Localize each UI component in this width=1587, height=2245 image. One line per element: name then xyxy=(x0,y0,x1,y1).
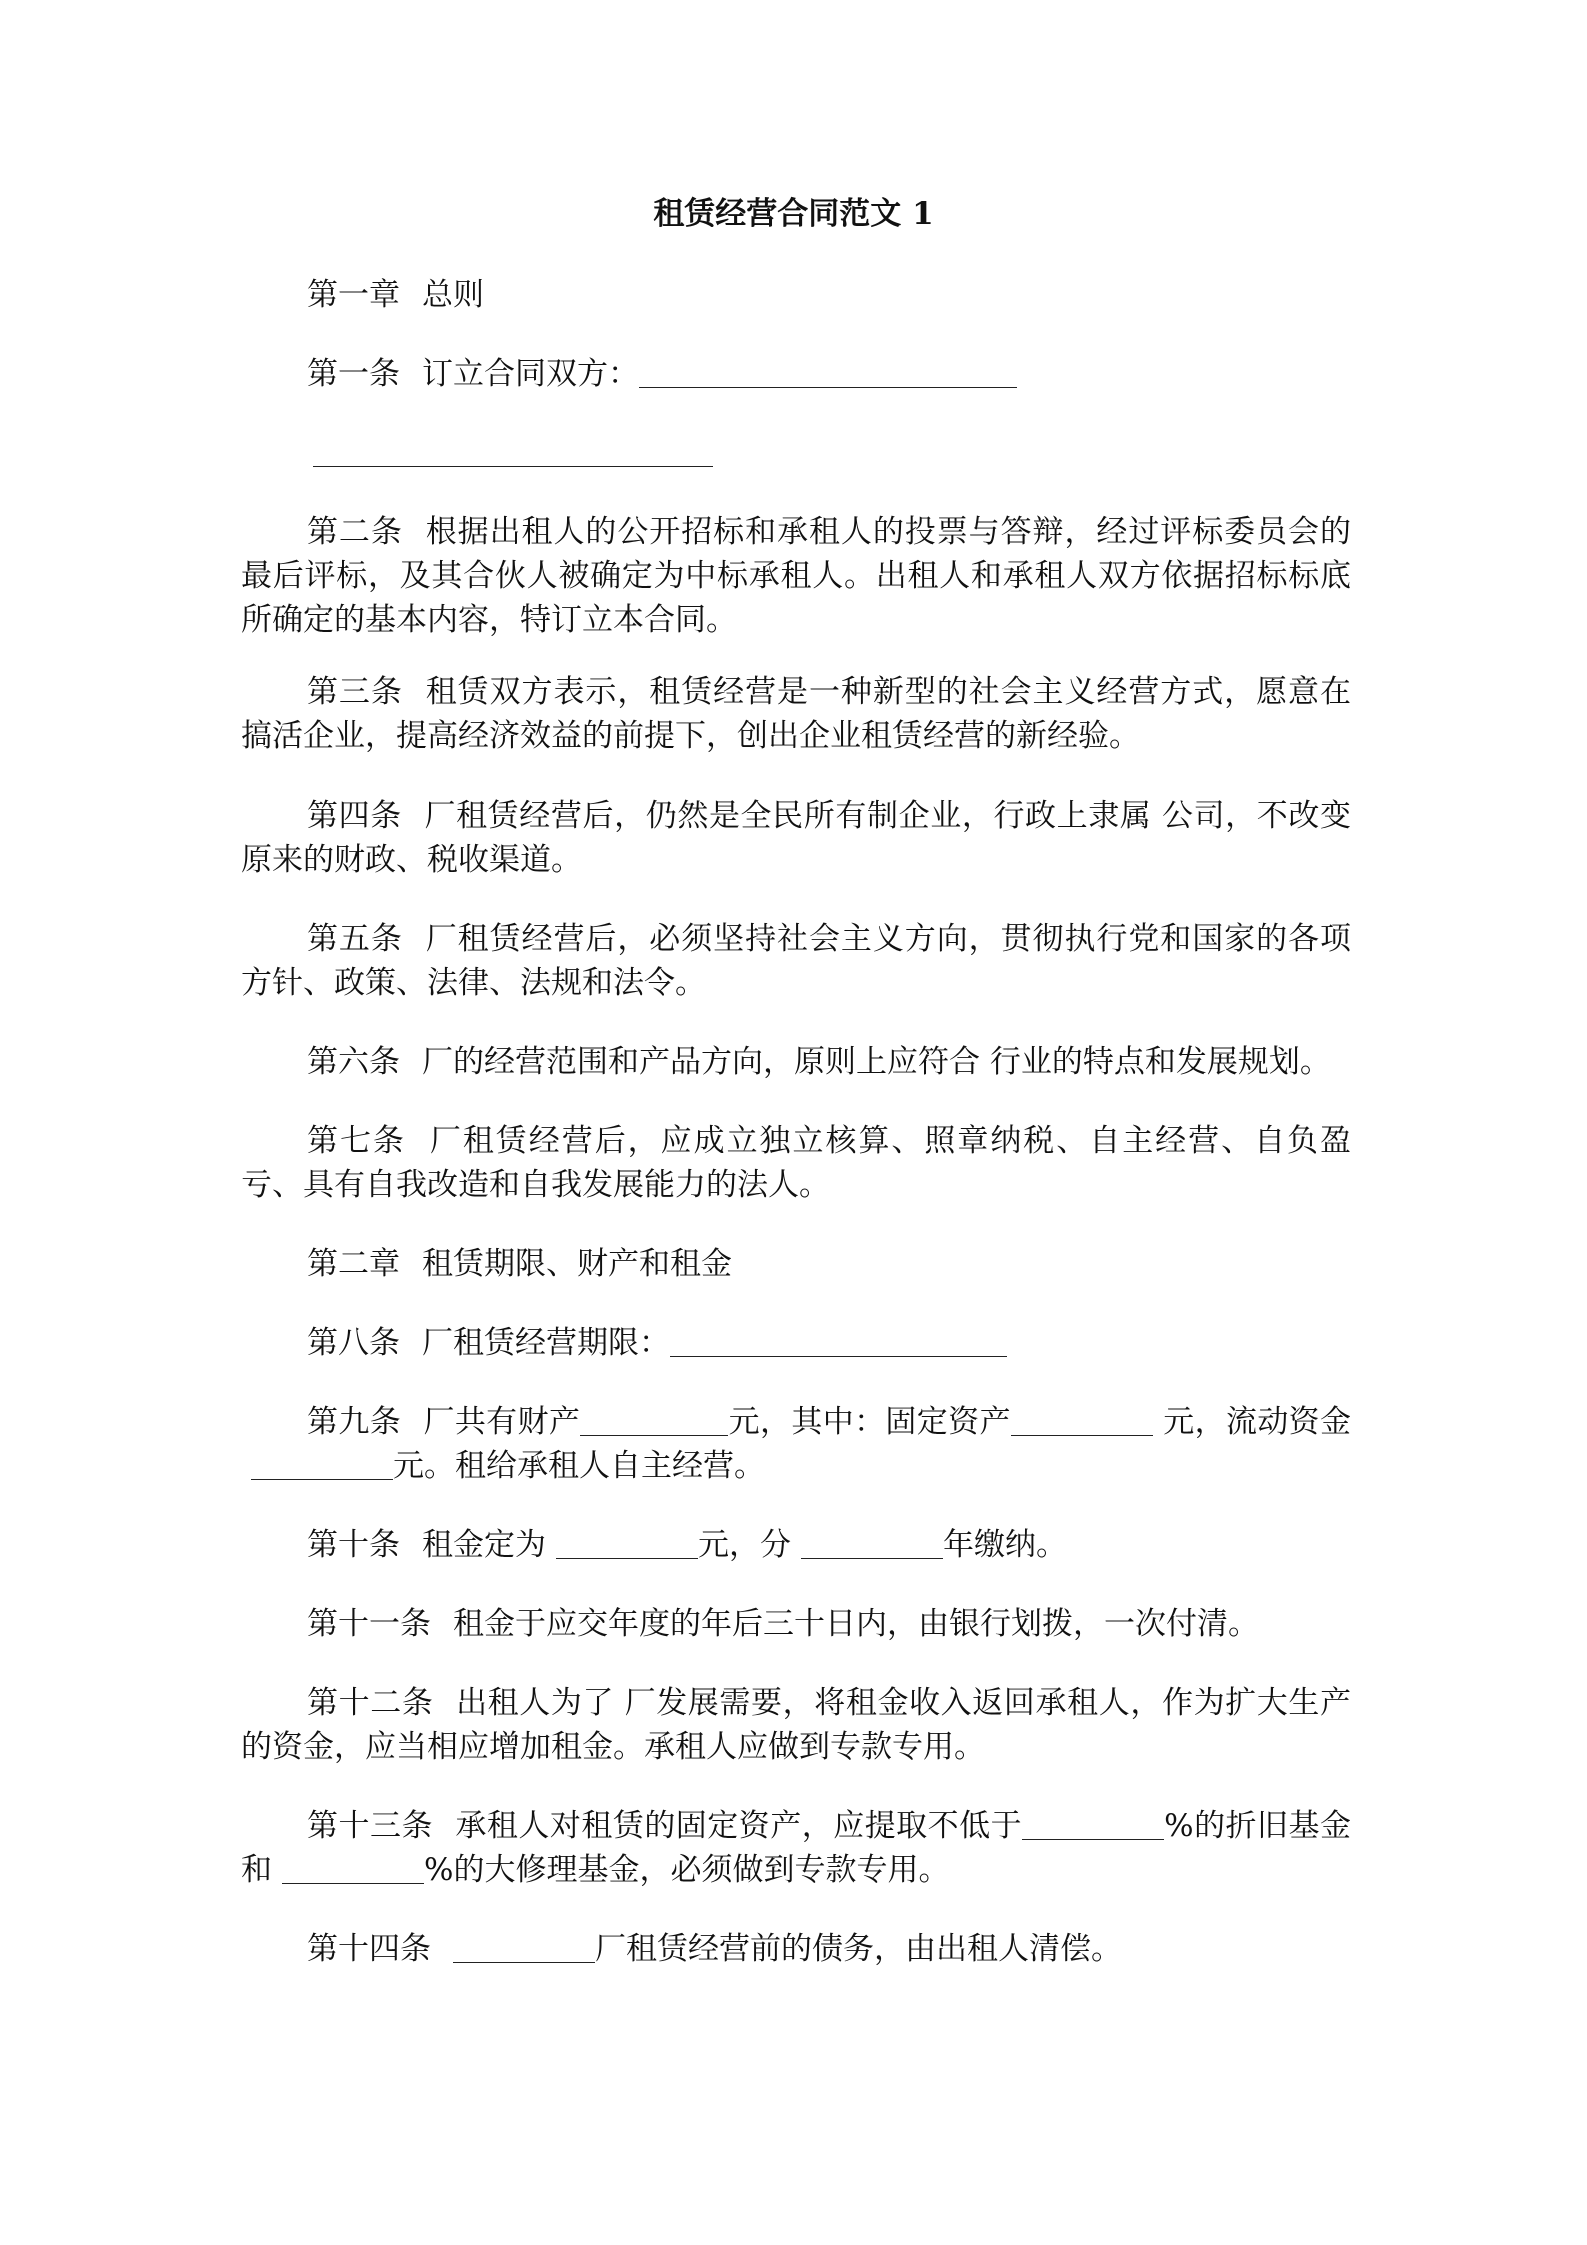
depreciation-rate-blank[interactable] xyxy=(1022,1809,1164,1840)
article-9 xyxy=(241,1400,1351,1488)
article-2 xyxy=(241,510,1351,642)
article-14 xyxy=(241,1927,1351,1971)
article-text: 元，其中：固定资产 xyxy=(728,1404,1011,1440)
article-label: 第十二条 xyxy=(307,1685,434,1721)
lease-period-blank[interactable] xyxy=(670,1326,1007,1357)
article-label: 第十条 xyxy=(307,1527,400,1563)
chapter-label: 第一章 xyxy=(307,277,400,313)
article-label: 第七条 xyxy=(307,1123,406,1159)
article-4 xyxy=(241,794,1351,882)
article-label: 第二条 xyxy=(307,514,403,550)
article-text: 厂租赁经营期限： xyxy=(422,1325,670,1361)
article-text: 厂租赁经营后，仍然是全民所有制企业，行政上隶属 公司，不改变原来的财政、税收渠道。 xyxy=(241,798,1352,878)
article-text: 元。租给承租人自主经营。 xyxy=(393,1448,765,1484)
article-text: 年缴纳。 xyxy=(943,1527,1067,1563)
rent-years-blank[interactable] xyxy=(801,1528,943,1559)
overhaul-rate-blank[interactable] xyxy=(282,1853,424,1884)
chapter-name: 总则 xyxy=(422,277,484,313)
article-label: 第十四条 xyxy=(307,1931,431,1967)
article-label: 第九条 xyxy=(307,1404,402,1440)
chapter-heading-1 xyxy=(241,273,1351,317)
article-label: 第八条 xyxy=(307,1325,400,1361)
article-text: 厂租赁经营后，应成立独立核算、照章纳税、自主经营、自负盈亏、具有自我改造和自我发展能力的法人。 xyxy=(241,1123,1352,1203)
factory-name-blank[interactable] xyxy=(453,1932,595,1963)
article-11 xyxy=(241,1602,1351,1646)
article-8 xyxy=(241,1321,1351,1365)
article-text: %的大修理基金，必须做到专款专用。 xyxy=(424,1852,950,1888)
article-5 xyxy=(241,917,1351,1005)
article-text: 厂租赁经营前的债务，由出租人清偿。 xyxy=(595,1931,1122,1967)
chapter-heading-2 xyxy=(241,1242,1351,1286)
article-13 xyxy=(241,1804,1351,1892)
article-label: 第一条 xyxy=(307,356,400,392)
article-1-second-party xyxy=(313,431,1423,475)
article-1 xyxy=(241,352,1351,396)
party-b-blank[interactable] xyxy=(313,436,713,467)
article-text: 租赁双方表示，租赁经营是一种新型的社会主义经营方式，愿意在搞活企业，提高经济效益的前提下，创出企业租赁经营的新经验。 xyxy=(241,674,1351,754)
document-title: 租赁经营合同范文 1 xyxy=(653,196,934,232)
article-label: 第十三条 xyxy=(307,1808,433,1844)
article-label: 第四条 xyxy=(307,798,402,834)
article-6 xyxy=(241,1040,1351,1084)
party-a-blank[interactable] xyxy=(639,357,1017,388)
article-text: 订立合同双方： xyxy=(422,356,639,392)
article-text: 元，流动资金 xyxy=(1162,1404,1352,1440)
rent-amount-blank[interactable] xyxy=(556,1528,698,1559)
article-label: 第五条 xyxy=(307,921,403,957)
article-text: 租金定为 xyxy=(422,1527,546,1563)
article-text: 厂租赁经营后，必须坚持社会主义方向，贯彻执行党和国家的各项方针、政策、法律、法规和法令。 xyxy=(241,921,1351,1001)
total-assets-blank[interactable] xyxy=(580,1405,728,1436)
article-text: %的折旧基金和 xyxy=(241,1808,1351,1888)
article-7 xyxy=(241,1119,1351,1207)
article-text: 厂的经营范围和产品方向，原则上应符合 行业的特点和发展规划。 xyxy=(422,1044,1331,1080)
article-text: 承租人对租赁的固定资产，应提取不低于 xyxy=(454,1808,1023,1844)
article-label: 第三条 xyxy=(307,674,403,710)
article-text: 租金于应交年度的年后三十日内，由银行划拨，一次付清。 xyxy=(453,1606,1259,1642)
article-3 xyxy=(241,670,1351,758)
article-text: 根据出租人的公开招标和承租人的投票与答辩，经过评标委员会的最后评标，及其合伙人被确定为中标承租人。出租人和承租人双方依据招标标底所确定的基本内容，特订立本合同。 xyxy=(241,514,1351,638)
article-label: 第十一条 xyxy=(307,1606,431,1642)
article-text: 元，分 xyxy=(698,1527,791,1563)
article-12 xyxy=(241,1681,1351,1769)
article-text: 厂共有财产 xyxy=(423,1404,581,1440)
chapter-name: 租赁期限、财产和租金 xyxy=(422,1246,732,1282)
fixed-assets-blank[interactable] xyxy=(1011,1405,1153,1436)
working-capital-blank[interactable] xyxy=(251,1449,393,1480)
article-label: 第六条 xyxy=(307,1044,400,1080)
chapter-label: 第二章 xyxy=(307,1246,400,1282)
article-text: 出租人为了 厂发展需要，将租金收入返回承租人，作为扩大生产的资金，应当相应增加租金。承租人应做到专款专用。 xyxy=(241,1685,1352,1765)
article-10 xyxy=(241,1523,1351,1567)
